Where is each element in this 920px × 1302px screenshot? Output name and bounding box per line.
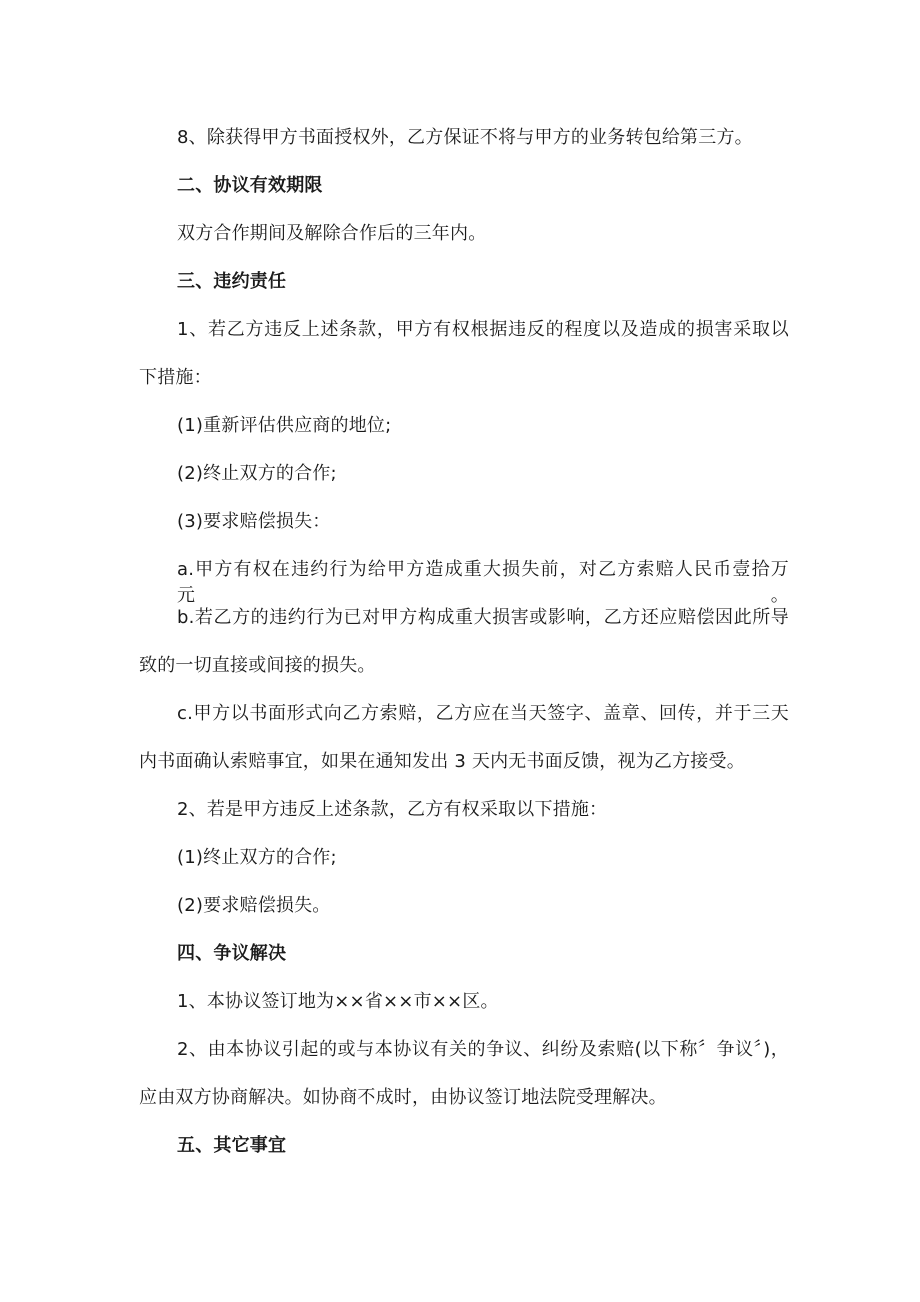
measure-1: (1)重新评估供应商的地位; xyxy=(177,415,392,436)
section-2-text: 双方合作期间及解除合作后的三年内。 xyxy=(177,223,487,244)
item-2-measure-1: (1)终止双方的合作; xyxy=(177,847,337,868)
clause-8-text: 8、除获得甲方书面授权外，乙方保证不将与甲方的业务转包给第三方。 xyxy=(177,127,753,148)
section-3-item-1-line-2: 下措施： xyxy=(139,367,212,388)
item-2-measure-2: (2)要求赔偿损失。 xyxy=(177,895,331,916)
section-5-heading: 五、其它事宜 xyxy=(177,1135,287,1156)
measure-c-line-1: c.甲方以书面形式向乙方索赔，乙方应在当天签字、盖章、回传，并于三天 xyxy=(177,703,789,724)
measure-b-line-2: 致的一切直接或间接的损失。 xyxy=(139,655,376,676)
measure-a: a.甲方有权在违约行为给甲方造成重大损失前，对乙方索赔人民币壹拾万元。 xyxy=(177,559,789,606)
measure-3: (3)要求赔偿损失： xyxy=(177,511,331,532)
section-4-item-1: 1、本协议签订地为××省××市××区。 xyxy=(177,991,499,1012)
section-2-heading: 二、协议有效期限 xyxy=(177,175,323,196)
section-3-item-1-line-1: 1、若乙方违反上述条款，甲方有权根据违反的程度以及造成的损害采取以 xyxy=(177,319,789,340)
section-4-item-2-line-1: 2、由本协议引起的或与本协议有关的争议、纠纷及索赔(以下称〞争议〞)， xyxy=(177,1039,789,1060)
section-3-item-2: 2、若是甲方违反上述条款，乙方有权采取以下措施： xyxy=(177,799,608,820)
measure-2: (2)终止双方的合作; xyxy=(177,463,337,484)
section-4-heading: 四、争议解决 xyxy=(177,943,287,964)
measure-b-line-1: b.若乙方的违约行为已对甲方构成重大损害或影响，乙方还应赔偿因此所导 xyxy=(177,607,789,628)
section-4-item-2-line-2: 应由双方协商解决。如协商不成时，由协议签订地法院受理解决。 xyxy=(139,1087,667,1108)
section-3-heading: 三、违约责任 xyxy=(177,271,287,292)
measure-c-line-2: 内书面确认索赔事宜，如果在通知发出 3 天内无书面反馈，视为乙方接受。 xyxy=(139,751,745,772)
